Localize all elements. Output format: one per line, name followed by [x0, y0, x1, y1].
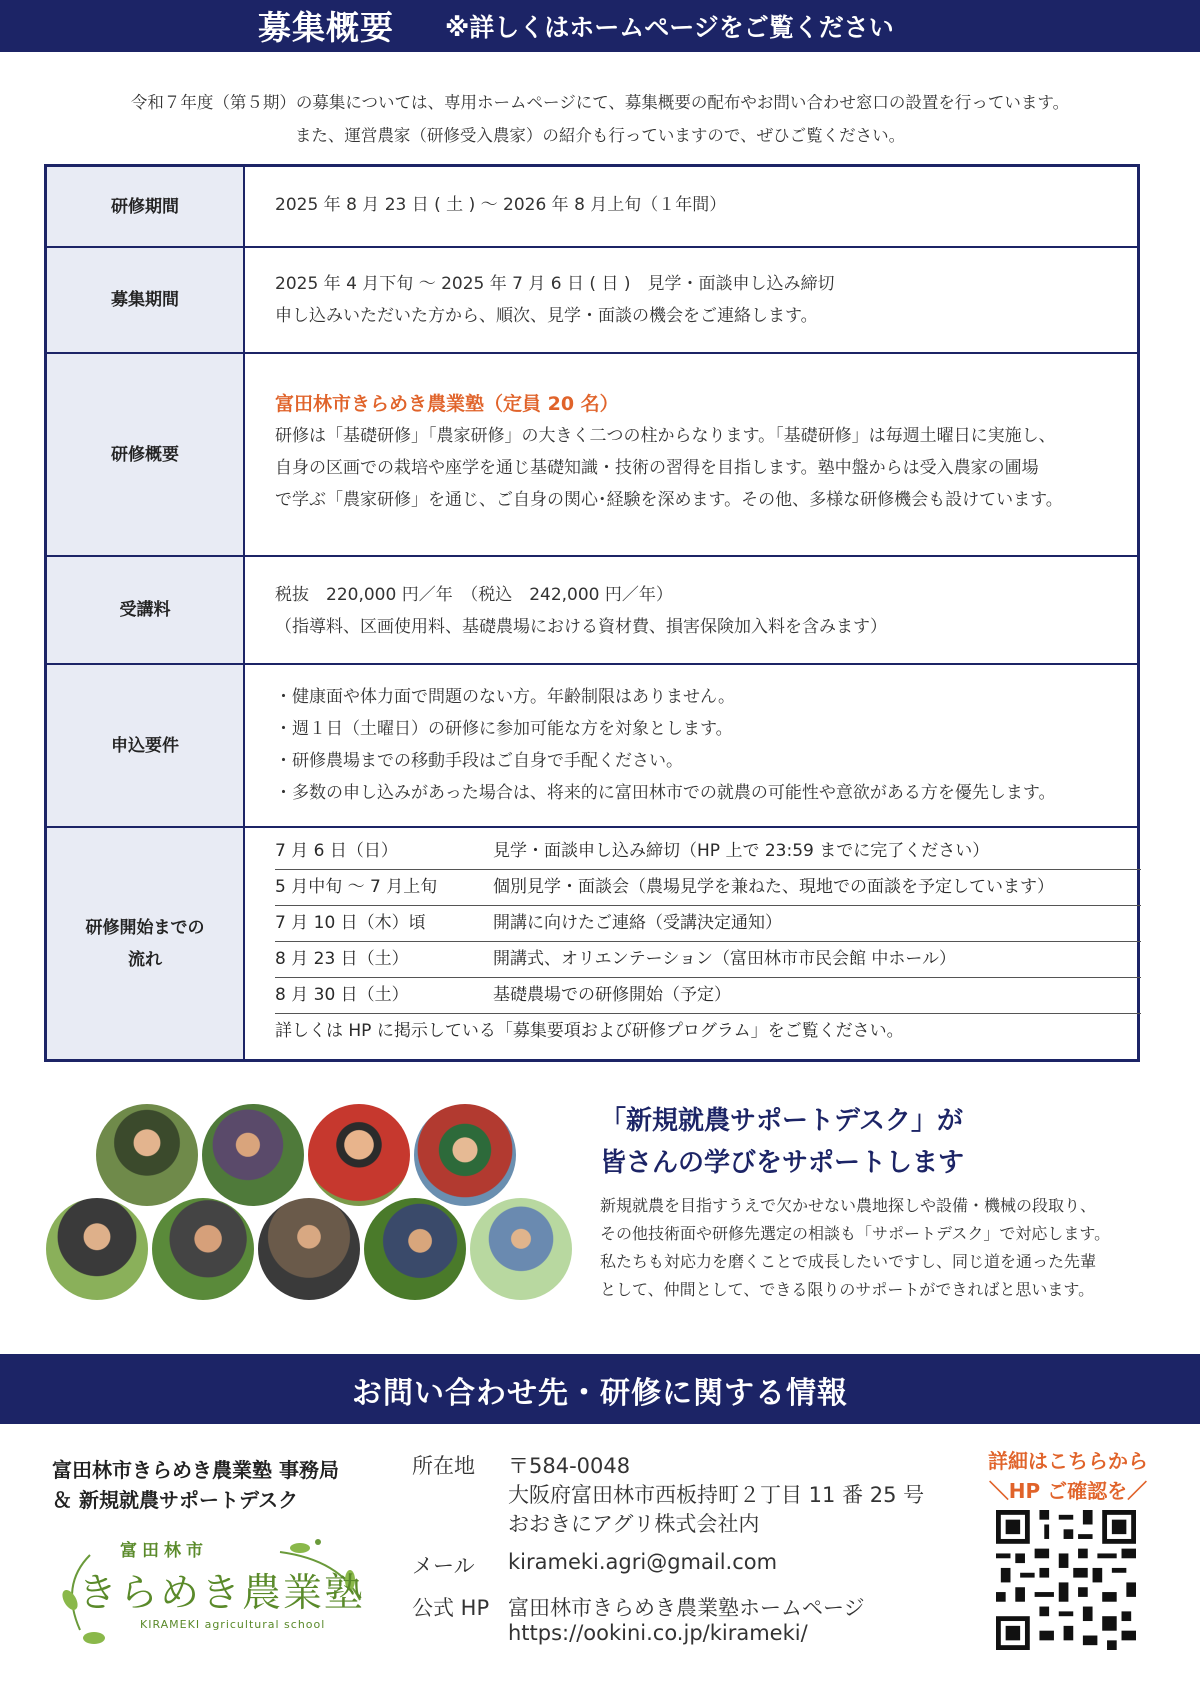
address-line: 大阪府富田林市西板持町２丁目 11 番 25 号: [508, 1483, 925, 1507]
flow-item: [275, 978, 1141, 1014]
farmer-photo: [470, 1198, 572, 1300]
flow-event: 個別見学・面談会（農場見学を兼ねた、現地での面談を予定しています）: [493, 877, 1054, 897]
intro-line: 令和７年度（第５期）の募集については、専用ホームページにて、募集概要の配布やお問い合わせ窓口の設置を行っています。: [130, 93, 1070, 112]
flow-date: 8 月 23 日（土）: [275, 949, 409, 969]
logo-top-text: 富田林市: [120, 1541, 208, 1561]
flow-event: 開講に向けたご連絡（受講決定通知）: [493, 913, 782, 933]
row-value: 自身の区画での栽培や座学を通じ基礎知識・技術の習得を目指します。塾中盤からは受入農家の圃場: [275, 458, 1039, 478]
requirement-item: ・多数の申し込みがあった場合は、将来的に富田林市での就農の可能性や意欲がある方を優先します。: [275, 783, 1056, 803]
flow-date: 7 月 10 日（木）頃: [275, 913, 426, 933]
address-label: 所在地: [412, 1454, 475, 1478]
farmer-photo: [308, 1104, 410, 1206]
intro-text: [0, 86, 1200, 152]
mail-link[interactable]: kirameki.agri@gmail.com: [508, 1550, 778, 1574]
requirement-item: ・週１日（土曜日）の研修に参加可能な方を対象とします。: [275, 719, 733, 739]
row-value: 税抜 220,000 円／年 （税込 242,000 円／年）: [275, 585, 673, 605]
requirement-item: ・研修農場までの移動手段はご自身で手配ください。: [275, 751, 683, 771]
flow-footer: 詳しくは HP に掲示している「募集要項および研修プログラム」をご覧ください。: [275, 1021, 904, 1041]
overview-heading: 富田林市きらめき農業塾（定員 20 名）: [275, 393, 619, 415]
flow-event: 基礎農場での研修開始（予定）: [493, 985, 731, 1005]
header-title: 募集概要: [258, 8, 394, 47]
row-label: 申込要件: [47, 665, 245, 826]
org-name: 富田林市きらめき農業塾 事務局: [52, 1458, 339, 1482]
support-body: [600, 1192, 1160, 1304]
school-logo: [50, 1530, 380, 1650]
qr-code-icon[interactable]: [996, 1510, 1136, 1650]
flow-item: [275, 906, 1141, 942]
farmer-photo: [364, 1198, 466, 1300]
support-title-line: 皆さんの学びをサポートします: [600, 1148, 965, 1178]
qr-caption-line: 詳細はこちらから: [988, 1449, 1148, 1473]
qr-caption: [968, 1446, 1168, 1506]
row-value: 2025 年 4 月下旬 〜 2025 年 7 月 6 日 ( 日 ) 見学・面談申し込み締切: [275, 274, 835, 294]
support-line: として、仲間として、できる限りのサポートができればと思います。: [600, 1280, 1095, 1299]
header-note: ※詳しくはホームページをご覧ください: [445, 13, 894, 42]
flow-event: 開講式、オリエンテーション（富田林市市民会館 中ホール）: [493, 949, 957, 969]
qr-caption-line: ＼HP ご確認を／: [988, 1479, 1148, 1503]
flow-date: 7 月 6 日（日）: [275, 841, 398, 861]
row-period: [47, 167, 1137, 248]
flow-date: 8 月 30 日（土）: [275, 985, 409, 1005]
flow-event: 見学・面談申し込み締切（HP 上で 23:59 までに完了ください）: [493, 841, 990, 861]
row-recruit: [47, 248, 1137, 354]
intro-line: また、運営農家（研修受入農家）の紹介も行っていますので、ぜひご覧ください。: [294, 126, 906, 145]
farmer-photo: [96, 1104, 198, 1206]
row-label: [47, 828, 245, 1059]
logo-main-text: きらめき農業塾: [78, 1571, 366, 1616]
support-line: 私たちも対応力を磨くことで成長したいですし、同じ道を通った先輩: [600, 1252, 1097, 1271]
row-value: で学ぶ「農家研修」を通じ、ご自身の関心･経験を深めます。その他、多様な研修機会も設けています。: [275, 490, 1063, 510]
row-value: 申し込みいただいた方から、順次、見学・面談の機会をご連絡します。: [275, 306, 818, 326]
row-flow: [47, 828, 1137, 1059]
farmer-photo: [152, 1198, 254, 1300]
contact-band-title: お問い合わせ先・研修に関する情報: [352, 1376, 848, 1411]
row-value: 研修は「基礎研修」「農家研修」の大きく二つの柱からなります。「基礎研修」は毎週土曜日に実施し、: [275, 426, 1056, 446]
flow-item: [275, 834, 1141, 870]
hp-name-link[interactable]: 富田林市きらめき農業塾ホームページ: [508, 1596, 865, 1620]
hp-label: 公式 HP: [412, 1596, 490, 1620]
mail-label: メール: [412, 1554, 475, 1578]
info-table: [44, 164, 1140, 1062]
logo-sub-text: KIRAMEKI agricultural school: [140, 1618, 326, 1631]
flow-date: 5 月中旬 〜 7 月上旬: [275, 877, 438, 897]
farmer-photo: [46, 1198, 148, 1300]
support-line: 新規就農を目指すうえで欠かせない農地探しや設備・機械の段取り、: [600, 1196, 1097, 1215]
org-name: ＆ 新規就農サポートデスク: [52, 1488, 299, 1512]
support-line: その他技術面や研修先選定の相談も「サポートデスク」で対応します。: [600, 1224, 1111, 1243]
flow-label-line: 流れ: [128, 949, 162, 970]
row-value: 2025 年 8 月 23 日 ( 土 ) 〜 2026 年 8 月上旬（１年間）: [275, 195, 727, 215]
farmer-photo: [414, 1104, 516, 1206]
row-label: 受講料: [47, 557, 245, 663]
row-label: 研修概要: [47, 354, 245, 555]
address-line: 〒584-0048: [508, 1454, 631, 1478]
row-requirements: [47, 665, 1137, 828]
flow-item: [275, 870, 1141, 906]
support-title-line: 「新規就農サポートデスク」が: [600, 1106, 963, 1136]
row-overview: [47, 354, 1137, 557]
row-fee: [47, 557, 1137, 665]
farmer-photo: [258, 1198, 360, 1300]
requirement-item: ・健康面や体力面で問題のない方。年齢制限はありません。: [275, 687, 736, 707]
farmer-photo: [202, 1104, 304, 1206]
flow-item: [275, 942, 1141, 978]
flow-label-line: 研修開始までの: [85, 917, 205, 938]
row-label: 研修期間: [47, 167, 245, 246]
support-title: [600, 1100, 964, 1184]
row-value: （指導料、区画使用料、基礎農場における資材費、損害保険加入料を含みます）: [275, 617, 887, 637]
hp-url-link[interactable]: https://ookini.co.jp/kirameki/: [508, 1621, 808, 1645]
address-line: おおきにアグリ株式会社内: [508, 1512, 760, 1536]
row-label: 募集期間: [47, 248, 245, 352]
contact-band: [0, 1354, 1200, 1424]
header-band: [0, 0, 1200, 52]
